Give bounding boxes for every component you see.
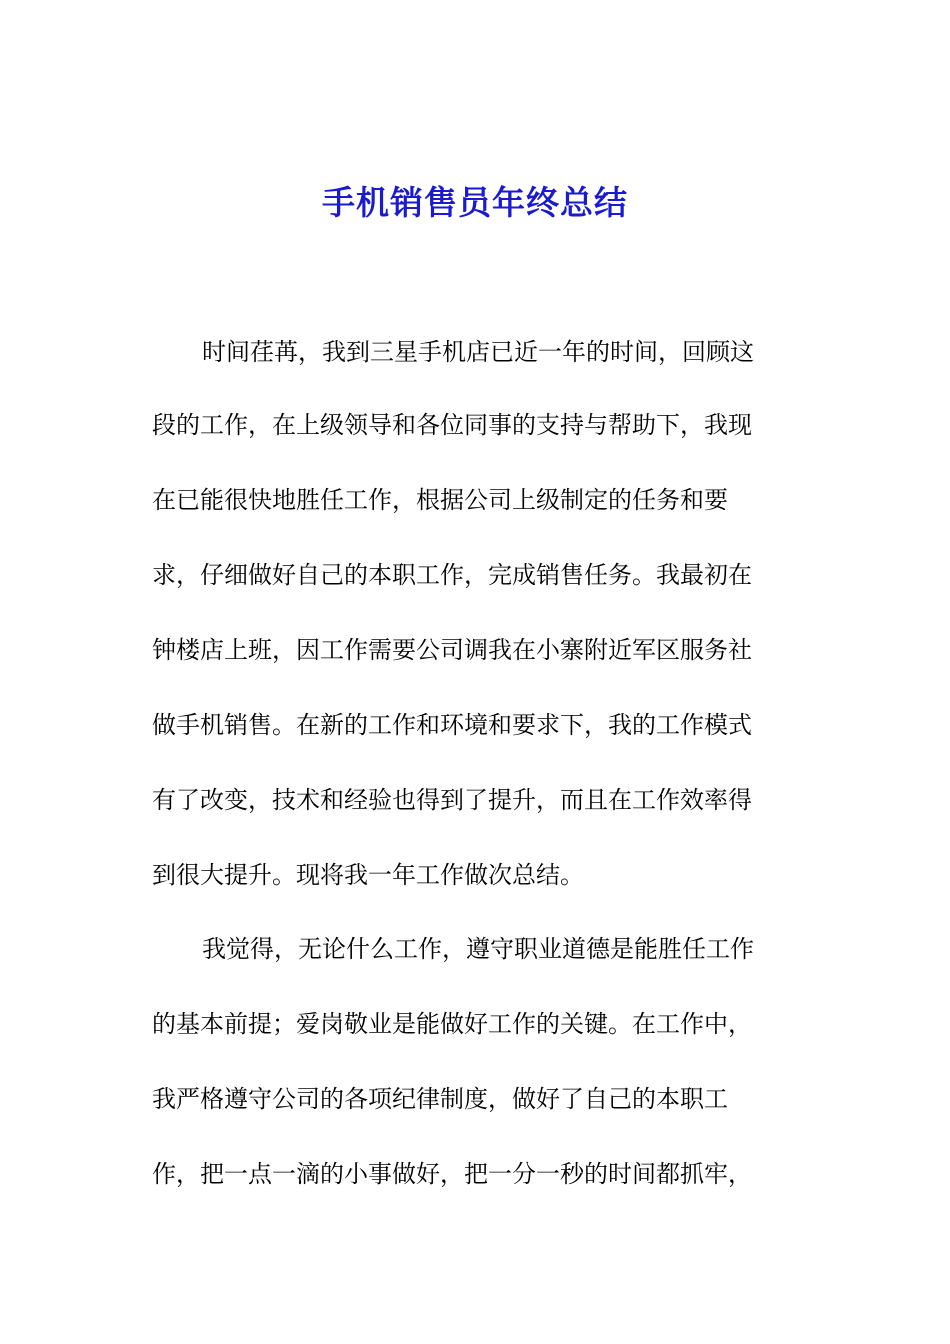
document-title: 手机销售员年终总结 [322, 183, 628, 222]
paragraph-2-line-2: 的基本前提；爱岗敬业是能做好工作的关键。在工作中， [152, 1010, 752, 1038]
paragraph-1-line-1: 时间荏苒，我到三星手机店已近一年的时间，回顾这 [202, 338, 754, 366]
paragraph-1-line-7: 有了改变，技术和经验也得到了提升，而且在工作效率得 [152, 786, 752, 814]
paragraph-1-line-5: 钟楼店上班，因工作需要公司调我在小寨附近军区服务社 [152, 636, 752, 664]
paragraph-1-line-3: 在已能很快地胜任工作，根据公司上级制定的任务和要 [152, 486, 728, 514]
document-body [152, 0, 792, 1344]
paragraph-2-line-1: 我觉得，无论什么工作，遵守职业道德是能胜任工作 [202, 935, 754, 963]
paragraph-2-line-3: 我严格遵守公司的各项纪律制度，做好了自己的本职工 [152, 1085, 728, 1113]
paragraph-1-line-2: 段的工作，在上级领导和各位同事的支持与帮助下，我现 [152, 411, 752, 439]
paragraph-1-line-6: 做手机销售。在新的工作和环境和要求下，我的工作模式 [152, 711, 752, 739]
paragraph-1-line-8: 到很大提升。现将我一年工作做次总结。 [152, 861, 584, 889]
paragraph-1-line-4: 求，仔细做好自己的本职工作，完成销售任务。我最初在 [152, 561, 752, 589]
paragraph-2-line-4: 作，把一点一滴的小事做好，把一分一秒的时间都抓牢， [152, 1160, 752, 1188]
